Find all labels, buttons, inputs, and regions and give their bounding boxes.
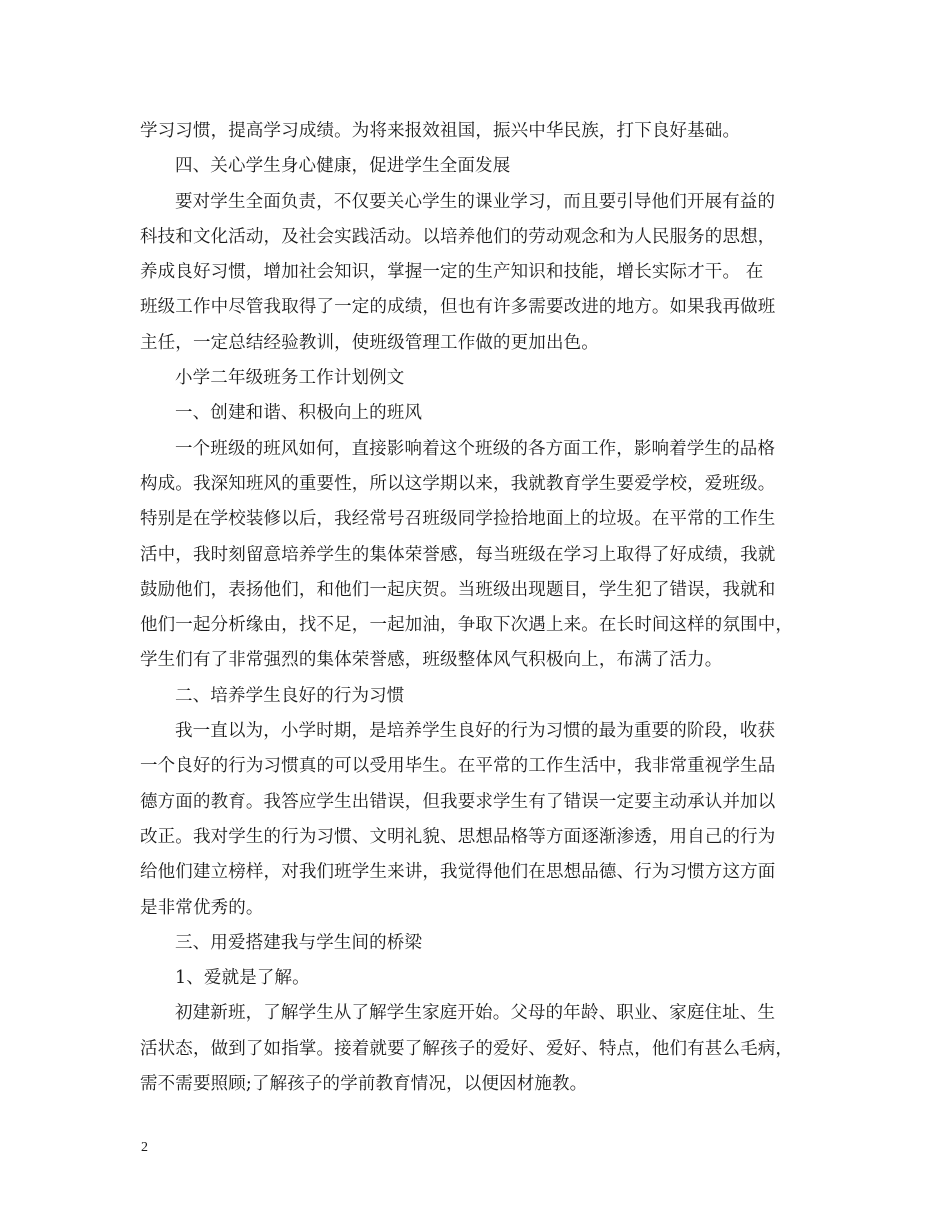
paragraph-line: 鼓励他们，表扬他们，和他们一起庆贺。当班级出现题目，学生犯了错误，我就和 — [140, 579, 776, 600]
paragraph-line: 活中，我时刻留意培养学生的集体荣誉感，每当班级在学习上取得了好成绩，我就 — [140, 544, 776, 565]
section-heading: 一、创建和谐、积极向上的班风 — [175, 403, 423, 424]
paragraph-line: 要对学生全面负责，不仅要关心学生的课业学习，而且要引导他们开展有益的 — [175, 191, 776, 212]
paragraph-line: 德方面的教育。我答应学生出错误，但我要求学生有了错误一定要主动承认并加以 — [140, 791, 776, 812]
paragraph-line: 班级工作中尽管我取得了一定的成绩，但也有许多需要改进的地方。如果我再做班 — [140, 297, 776, 318]
paragraph-line: 学生们有了非常强烈的集体荣誉感，班级整体风气积极向上，布满了活力。 — [140, 650, 723, 671]
paragraph-line: 特别是在学校装修以后，我经常号召班级同学捡拾地面上的垃圾。在平常的工作生 — [140, 509, 776, 530]
document-title: 小学二年级班务工作计划例文 — [175, 368, 405, 389]
paragraph-line: 给他们建立榜样，对我们班学生来讲，我觉得他们在思想品德、行为习惯方这方面 — [140, 862, 776, 883]
paragraph-line: 主任，一定总结经验教训，使班级管理工作做的更加出色。 — [140, 332, 599, 353]
paragraph-line: 构成。我深知班风的重要性，所以这学期以来，我就教育学生要爱学校，爱班级。 — [140, 473, 776, 494]
section-heading: 三、用爱搭建我与学生间的桥梁 — [175, 932, 423, 953]
subsection-heading: 1、爱就是了解。 — [175, 968, 310, 989]
document-body — [140, 114, 820, 1102]
section-heading: 二、培养学生良好的行为习惯 — [175, 685, 405, 706]
paragraph-line: 改正。我对学生的行为习惯、文明礼貌、思想品格等方面逐渐渗透，用自己的行为 — [140, 826, 776, 847]
paragraph-line: 学习习惯，提高学习成绩。为将来报效祖国，振兴中华民族，打下良好基础。 — [140, 121, 741, 141]
section-heading: 四、关心学生身心健康，促进学生全面发展 — [175, 156, 511, 177]
paragraph-line: 活状态，做到了如指掌。接着就要了解孩子的爱好、爱好、特点，他们有甚么毛病， — [140, 1038, 794, 1059]
paragraph-line: 一个良好的行为习惯真的可以受用毕生。在平常的工作生活中，我非常重视学生品 — [140, 756, 776, 777]
paragraph-line: 科技和文化活动，及社会实践活动。以培养他们的劳动观念和为人民服务的思想， — [140, 226, 776, 247]
paragraph-line: 他们一起分析缘由，找不足，一起加油，争取下次遇上来。在长时间这样的氛围中， — [140, 615, 794, 636]
paragraph-line: 是非常优秀的。 — [140, 897, 264, 918]
paragraph-line: 需不需要照顾;了解孩子的学前教育情况，以便因材施教。 — [140, 1074, 588, 1095]
paragraph-line: 初建新班，了解学生从了解学生家庭开始。父母的年龄、职业、家庭住址、生 — [175, 1003, 776, 1024]
page-number: 2 — [141, 1140, 148, 1155]
paragraph-line: 一个班级的班风如何，直接影响着这个班级的各方面工作，影响着学生的品格 — [175, 438, 776, 459]
paragraph-line: 我一直以为，小学时期，是培养学生良好的行为习惯的最为重要的阶段，收获 — [175, 721, 776, 742]
paragraph-line: 养成良好习惯，增加社会知识，掌握一定的生产知识和技能，增长实际才干。 在 — [140, 262, 764, 283]
